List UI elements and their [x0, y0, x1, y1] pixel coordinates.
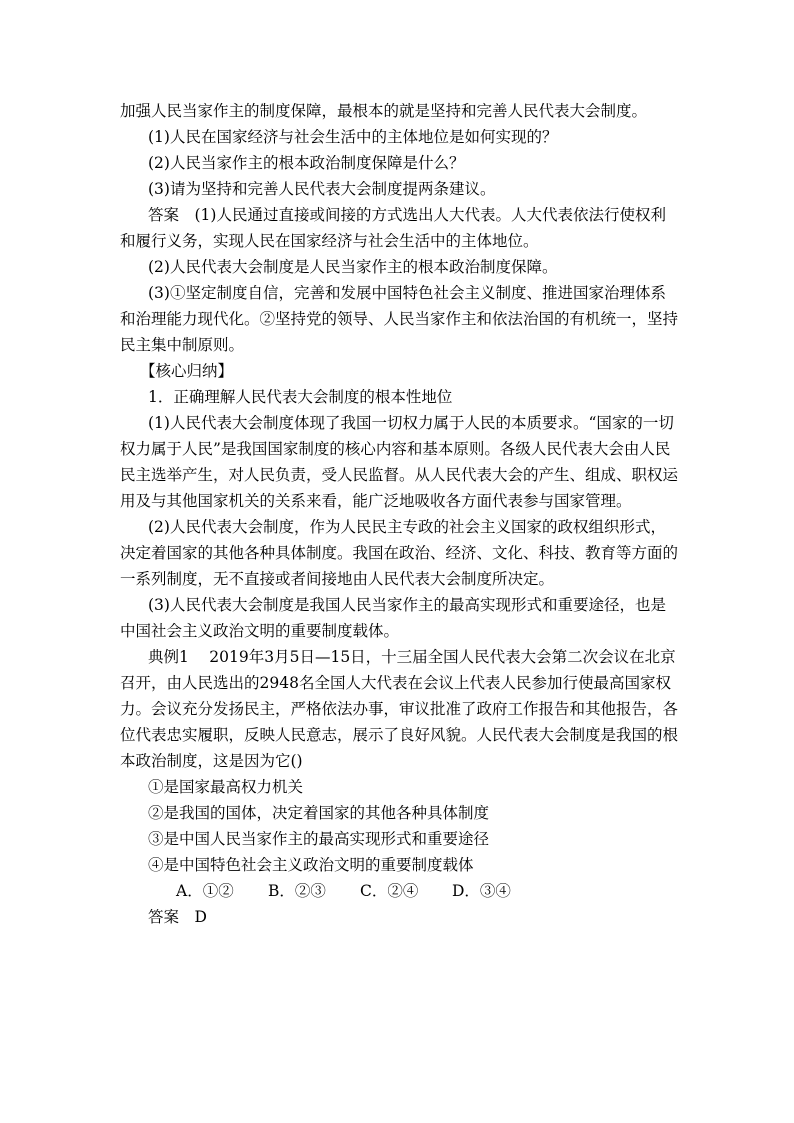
- document-page: [120, 98, 680, 930]
- answer-2: (2)人民代表大会制度是人民当家作主的根本政治制度保障。: [148, 258, 558, 276]
- choice-item-3: ③是中国人民当家作主的最高实现形式和重要途径: [148, 830, 490, 848]
- question-1: (1)人民在国家经济与社会生活中的主体地位是如何实现的？: [148, 128, 558, 146]
- summary-heading: 【核心归纳】: [140, 362, 234, 380]
- point-1-item-2: (2)人民代表大会制度，作为人民民主专政的社会主义国家的政权组织形式，决定着国家的其他各种具体制度。我国在政治、经济、文化、科技、教育等方面的一系列制度，无不直接或者间接地由人民代表大会制度所决定。: [120, 518, 679, 588]
- question-2: (2)人民当家作主的根本政治制度保障是什么？: [148, 154, 465, 172]
- choice-item-4: ④是中国特色社会主义政治文明的重要制度载体: [148, 856, 474, 874]
- intro-paragraph: 加强人民当家作主的制度保障，最根本的就是坚持和完善人民代表大会制度。: [120, 102, 648, 120]
- point-1-item-3: (3)人民代表大会制度是我国人民当家作主的最高实现形式和重要途径，也是中国社会主义政治文明的重要制度载体。: [120, 596, 666, 640]
- answer-1: 答案 (1)人民通过直接或间接的方式选出人大代表。人大代表依法行使权利和履行义务，实现人民在国家经济与社会生活中的主体地位。: [120, 206, 666, 250]
- choice-item-2: ②是我国的国体，决定着国家的其他各种具体制度: [148, 804, 490, 822]
- option-d: D．③④: [452, 882, 511, 900]
- answer-options: [120, 878, 680, 904]
- point-1-item-1: (1)人民代表大会制度体现了我国一切权力属于人民的本质要求。“国家的一切权力属于人民”是我国国家制度的核心内容和基本原则。各级人民代表大会由人民民主选举产生，对人民负责，受人民监督。从人民代表大会的产生、组成、职权运用及与其他国家机关的关系来看，能广泛地吸收各方面代表参与国家管理。: [120, 414, 679, 510]
- example-answer: 答案 D: [148, 908, 207, 926]
- option-c: C．②④: [360, 882, 419, 900]
- example-1: 典例1 2019年3月5日—15日，十三届全国人民代表大会第二次会议在北京召开，由人民选出的2948名全国人大代表在会议上代表人民参加行使最高国家权力。会议充分发扬民主，严格依法办事，审议批准了政府工作报告和其他报告，各位代表忠实履职，反映人民意志，展示了良好风貌。人民代表大会制度是我国的根本政治制度，这是因为它(): [120, 648, 679, 770]
- question-3: (3)请为坚持和完善人民代表大会制度提两条建议。: [148, 180, 496, 198]
- answer-3: (3)①坚定制度自信，完善和发展中国特色社会主义制度、推进国家治理体系和治理能力现代化。②坚持党的领导、人民当家作主和依法治国的有机统一，坚持民主集中制原则。: [120, 284, 679, 354]
- option-a: A．①②: [176, 882, 234, 900]
- point-1-heading: 1．正确理解人民代表大会制度的根本性地位: [148, 388, 453, 406]
- choice-item-1: ①是国家最高权力机关: [148, 778, 304, 796]
- option-b: B．②③: [268, 882, 326, 900]
